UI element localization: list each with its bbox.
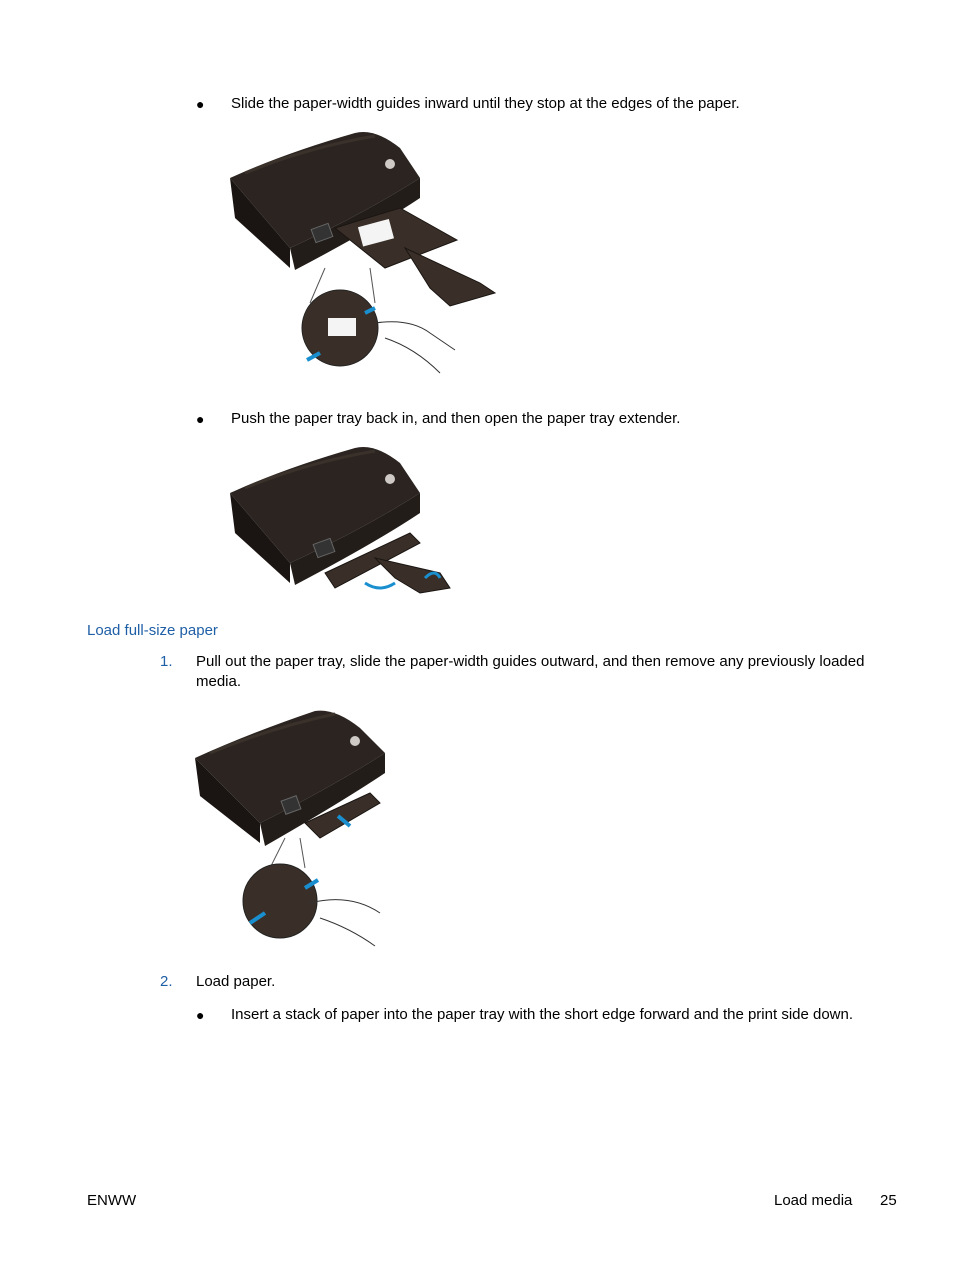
printer-illustration-extender (225, 443, 455, 598)
printer-illustration-guides-inward (225, 128, 500, 378)
bullet-text: Push the paper tray back in, and then open the paper tray extender. (231, 410, 681, 427)
step-number: 2. (160, 973, 173, 990)
bullet-text: Slide the paper-width guides inward until they stop at the edges of the paper. (231, 95, 740, 112)
bullet-text: Insert a stack of paper into the paper tray with the short edge forward and the print side down. (231, 1006, 854, 1023)
printer-illustration-pull-tray (190, 708, 395, 948)
footer-left: ENWW (87, 1192, 137, 1209)
footer-section: Load media (774, 1192, 853, 1209)
page-number: 25 (880, 1192, 897, 1209)
bullet-icon: ● (196, 1007, 205, 1023)
bullet-icon: ● (196, 411, 205, 427)
section-heading: Load full-size paper (87, 622, 218, 639)
step-text: Load paper. (196, 973, 276, 990)
step-text: Pull out the paper tray, slide the paper-width guides outward, and then remove any previously loaded media. (196, 653, 865, 690)
step-number: 1. (160, 653, 173, 670)
bullet-icon: ● (196, 96, 205, 112)
